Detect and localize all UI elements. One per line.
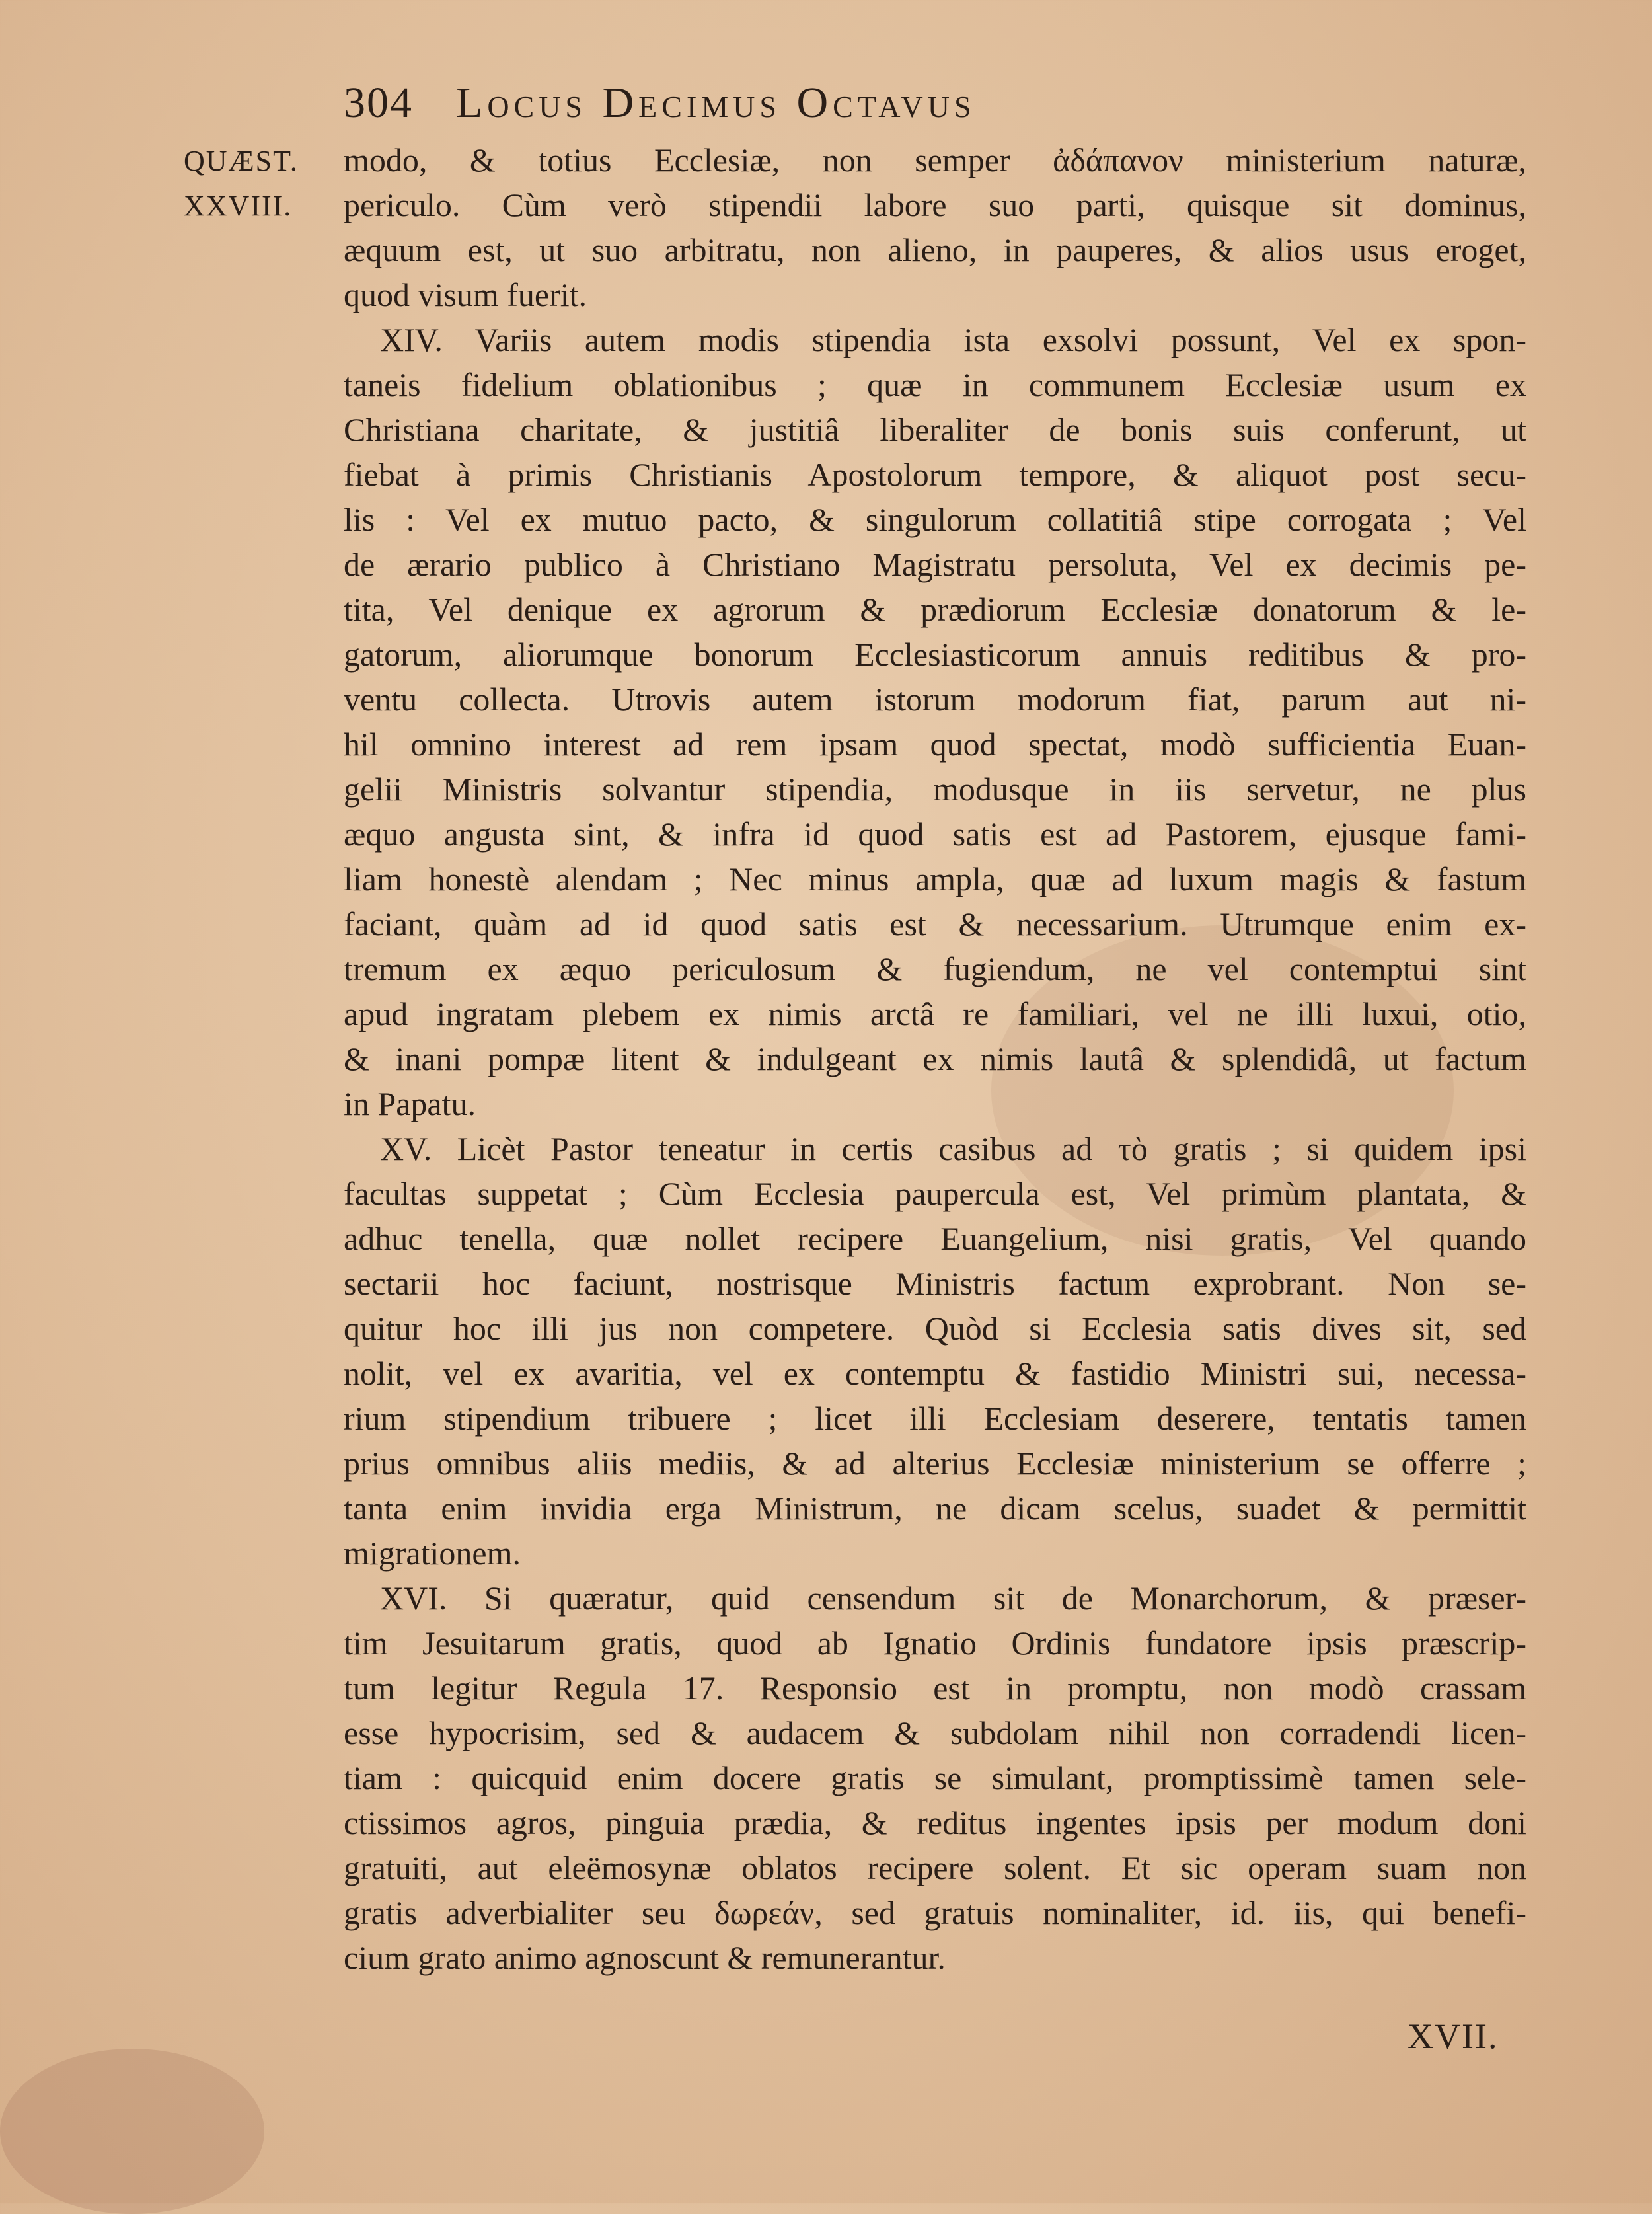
text-line: prius omnibus aliis mediis, & ad alterius Ecclesiæ ministerium se offerre ; <box>344 1445 1526 1482</box>
text-line: rium stipendium tribuere ; licet illi Ecclesiam deserere, tentatis tamen <box>344 1400 1526 1437</box>
margin-note <box>184 139 299 229</box>
text-line: apud ingratam plebem ex nimis arctâ re familiari, vel ne illi luxui, otio, <box>344 995 1526 1032</box>
text-line: tanta enim invidia erga Ministrum, ne dicam scelus, suadet & permittit <box>344 1490 1526 1527</box>
text-line: XIV. Variis autem modis stipendia ista exsolvi possunt, Vel ex spon- <box>380 321 1526 358</box>
text-line: & inani pompæ litent & indulgeant ex nimis lautâ & splendidâ, ut factum <box>344 1040 1526 1077</box>
text-line: ctissimos agros, pinguia prædia, & reditus ingentes ipsis per modum doni <box>344 1804 1526 1841</box>
text-line: faciant, quàm ad id quod satis est & necessarium. Utrumque enim ex- <box>344 905 1526 942</box>
text-line: facultas suppetat ; Cùm Ecclesia paupercula est, Vel primùm plantata, & <box>344 1175 1526 1212</box>
text-line: adhuc tenella, quæ nollet recipere Euangelium, nisi gratis, Vel quando <box>344 1220 1526 1257</box>
text-line: gatorum, aliorumque bonorum Ecclesiasticorum annuis reditibus & pro- <box>344 636 1526 673</box>
text-line: æquum est, ut suo arbitratu, non alieno, in pauperes, & alios usus eroget, <box>344 231 1526 268</box>
text-line: hil omnino interest ad rem ipsam quod spectat, modò sufficientia Euan- <box>344 726 1526 763</box>
text-line: tiam : quicquid enim docere gratis se simulant, promptissimè tamen sele- <box>344 1759 1526 1796</box>
text-line: liam honestè alendam ; Nec minus ampla, quæ ad luxum magis & fastum <box>344 860 1526 897</box>
text-line: nolit, vel ex avaritia, vel ex contemptu & fastidio Ministri sui, necessa- <box>344 1355 1526 1392</box>
page-number: 304 <box>344 79 413 127</box>
text-line: esse hypocrisim, sed & audacem & subdolam nihil non corradendi licen- <box>344 1714 1526 1751</box>
text-line: tim Jesuitarum gratis, quod ab Ignatio Ordinis fundatore ipsis præscrip- <box>344 1624 1526 1661</box>
text-line: sectarii hoc faciunt, nostrisque Ministris factum exprobrant. Non se- <box>344 1265 1526 1302</box>
text-line: tremum ex æquo periculosum & fugiendum, ne vel contemptui sint <box>344 950 1526 987</box>
text-line: XV. Licèt Pastor teneatur in certis casibus ad τὸ gratis ; si quidem ipsi <box>380 1130 1526 1167</box>
text-line: taneis fidelium oblationibus ; quæ in communem Ecclesiæ usum ex <box>344 366 1526 403</box>
catchword: XVII. <box>1408 2016 1499 2056</box>
text-line: fiebat à primis Christianis Apostolorum tempore, & aliquot post secu- <box>344 456 1526 493</box>
text-line: quod visum fuerit. <box>344 276 587 313</box>
text-line: cium grato animo agnoscunt & remunerantur. <box>344 1939 946 1976</box>
text-line: ventu collecta. Utrovis autem istorum modorum fiat, parum aut ni- <box>344 681 1526 718</box>
text-line: gratuiti, aut eleëmosynæ oblatos recipere solent. Et sic operam suam non <box>344 1849 1526 1886</box>
text-line: XVI. Si quæratur, quid censendum sit de Monarchorum, & præser- <box>380 1580 1526 1617</box>
running-head <box>344 78 1348 144</box>
text-line: gratis adverbialiter seu δωρεάν, sed gratuis nominaliter, id. iis, qui benefi- <box>344 1894 1526 1931</box>
text-line: modo, & totius Ecclesiæ, non semper ἀδάπανον ministerium naturæ, <box>344 141 1526 178</box>
text-line: in Papatu. <box>344 1085 476 1122</box>
text-line: tita, Vel denique ex agrorum & prædiorum Ecclesiæ donatorum & le- <box>344 591 1526 628</box>
text-line: tum legitur Regula 17. Responsio est in promptu, non modò crassam <box>344 1669 1526 1706</box>
text-line: æquo angusta sint, & infra id quod satis est ad Pastorem, ejusque fami- <box>344 816 1526 853</box>
text-line: migrationem. <box>344 1535 521 1572</box>
text-line: lis : Vel ex mutuo pacto, & singulorum collatitiâ stipe corrogata ; Vel <box>344 501 1526 538</box>
text-line: periculo. Cùm verò stipendii labore suo parti, quisque sit dominus, <box>344 186 1526 223</box>
text-line: gelii Ministris solvantur stipendia, modusque in iis servetur, ne plus <box>344 771 1526 808</box>
running-title: Locus Decimus Octavus <box>456 79 976 127</box>
body-text <box>344 137 1526 1980</box>
text-line: Christiana charitate, & justitiâ liberaliter de bonis suis conferunt, ut <box>344 411 1526 448</box>
paper-stain <box>0 2049 264 2214</box>
text-line: de ærario publico à Christiano Magistratu persoluta, Vel ex decimis pe- <box>344 546 1526 583</box>
text-line: quitur hoc illi jus non competere. Quòd si Ecclesia satis dives sit, sed <box>344 1310 1526 1347</box>
margin-note-line: QUÆST. <box>184 145 299 177</box>
margin-note-line: XXVIII. <box>184 190 293 222</box>
